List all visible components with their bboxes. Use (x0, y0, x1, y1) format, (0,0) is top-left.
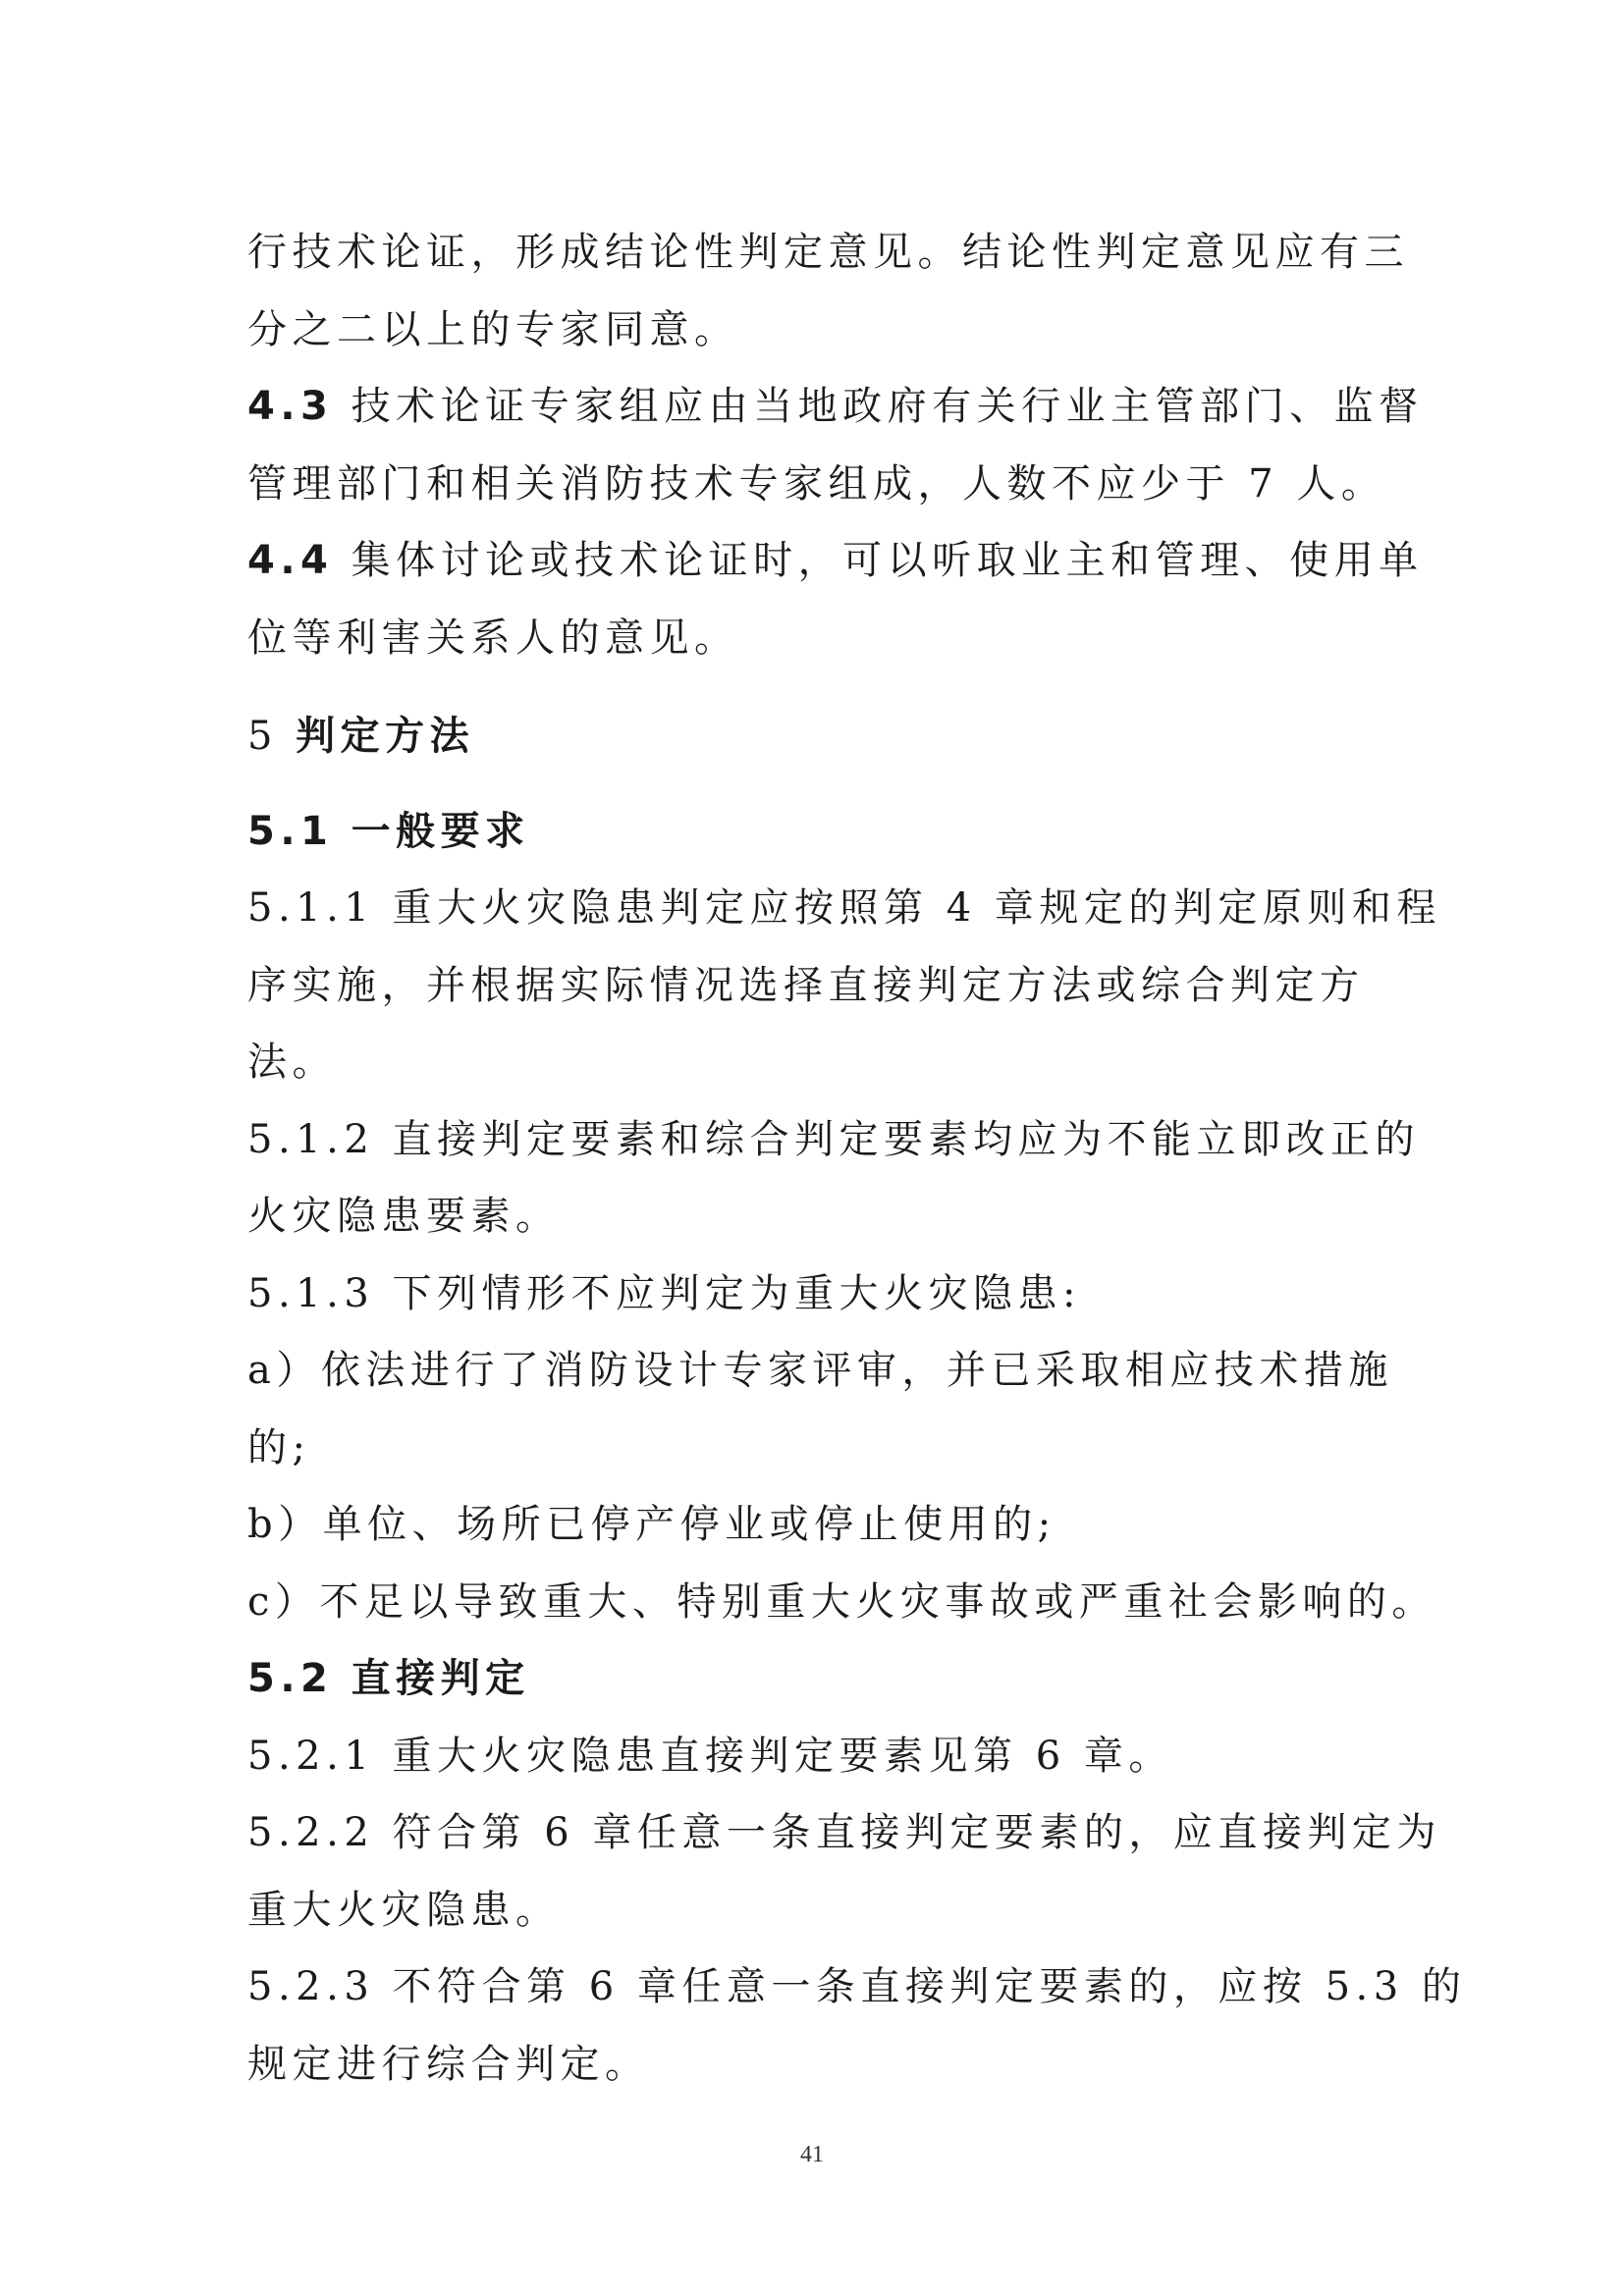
text-line: 5.2.2 符合第 6 章任意一条直接判定要素的，应直接判定为 (247, 1810, 1441, 1855)
clause-5-2-1 (247, 1718, 1386, 1795)
clause-4-3 (247, 368, 1424, 522)
text-line: b）单位、场所已停产停业或停止使用的; (247, 1502, 1056, 1547)
text-line: 位等利害关系人的意见。 (247, 614, 739, 661)
chapter-number: 5 (247, 714, 278, 759)
clause-5-2-3 (247, 1949, 1467, 2103)
text-line: 行技术论证，形成结论性判定意见。结论性判定意见应有三 (247, 230, 1409, 275)
clause-5-2-2 (247, 1794, 1441, 1949)
text-line: 火灾隐患要素。 (247, 1194, 561, 1239)
text-line: 5.1.2 直接判定要素和综合判定要素均应为不能立即改正的 (247, 1116, 1420, 1162)
text-line: 5.2.1 重大火灾隐患直接判定要素见第 6 章。 (247, 1733, 1173, 1779)
page-number: 41 (800, 2142, 824, 2167)
section-number: 5.2 (247, 1656, 334, 1701)
text-line: 5.1.1 重大火灾隐患判定应按照第 4 章规定的判定原则和程 (247, 885, 1441, 931)
text-line: 法。 (247, 1040, 337, 1085)
section-heading-5-1 (247, 793, 1386, 871)
text-line (247, 522, 1424, 600)
page-content (247, 214, 1467, 2103)
section-title: 直接判定 (351, 1656, 530, 1701)
list-item-b (247, 1486, 1386, 1564)
text-line: c）不足以导致重大、特别重大火灾事故或严重社会影响的。 (247, 1578, 1436, 1625)
clause-text: 集体讨论或技术论证时，可以听取业主和管理、使用单 (351, 538, 1424, 583)
clause-number: 4.3 (247, 384, 334, 429)
paragraph-continuation (247, 214, 1409, 368)
section-title: 一般要求 (351, 808, 530, 854)
text-line: 5.2.3 不符合第 6 章任意一条直接判定要素的，应按 5.3 的 (247, 1964, 1467, 2009)
text-line: 的; (247, 1424, 311, 1470)
chapter-heading (247, 698, 1386, 775)
section-number: 5.1 (247, 808, 334, 854)
clause-5-1-1 (247, 870, 1441, 1101)
chapter-title: 判定方法 (296, 714, 475, 759)
clause-4-4 (247, 522, 1424, 676)
text-line (247, 368, 1424, 446)
text-line: a）依法进行了消防设计专家评审，并已采取相应技术措施 (247, 1348, 1393, 1393)
clause-text: 技术论证专家组应由当地政府有关行业主管部门、监督 (351, 384, 1424, 429)
text-line: 序实施，并根据实际情况选择直接判定方法或综合判定方 (247, 962, 1365, 1008)
section-heading-5-2 (247, 1640, 1386, 1718)
clause-5-1-2 (247, 1101, 1420, 1255)
text-line: 5.1.3 下列情形不应判定为重大火灾隐患: (247, 1270, 1081, 1316)
clause-5-1-3 (247, 1255, 1386, 1333)
text-line: 规定进行综合判定。 (247, 2041, 650, 2087)
text-line: 管理部门和相关消防技术专家组成，人数不应少于 7 人。 (247, 460, 1386, 507)
clause-number: 4.4 (247, 538, 334, 583)
list-item-a (247, 1332, 1393, 1486)
text-line: 分之二以上的专家同意。 (247, 306, 739, 352)
text-line: 重大火灾隐患。 (247, 1887, 561, 1933)
list-item-c (247, 1564, 1436, 1641)
